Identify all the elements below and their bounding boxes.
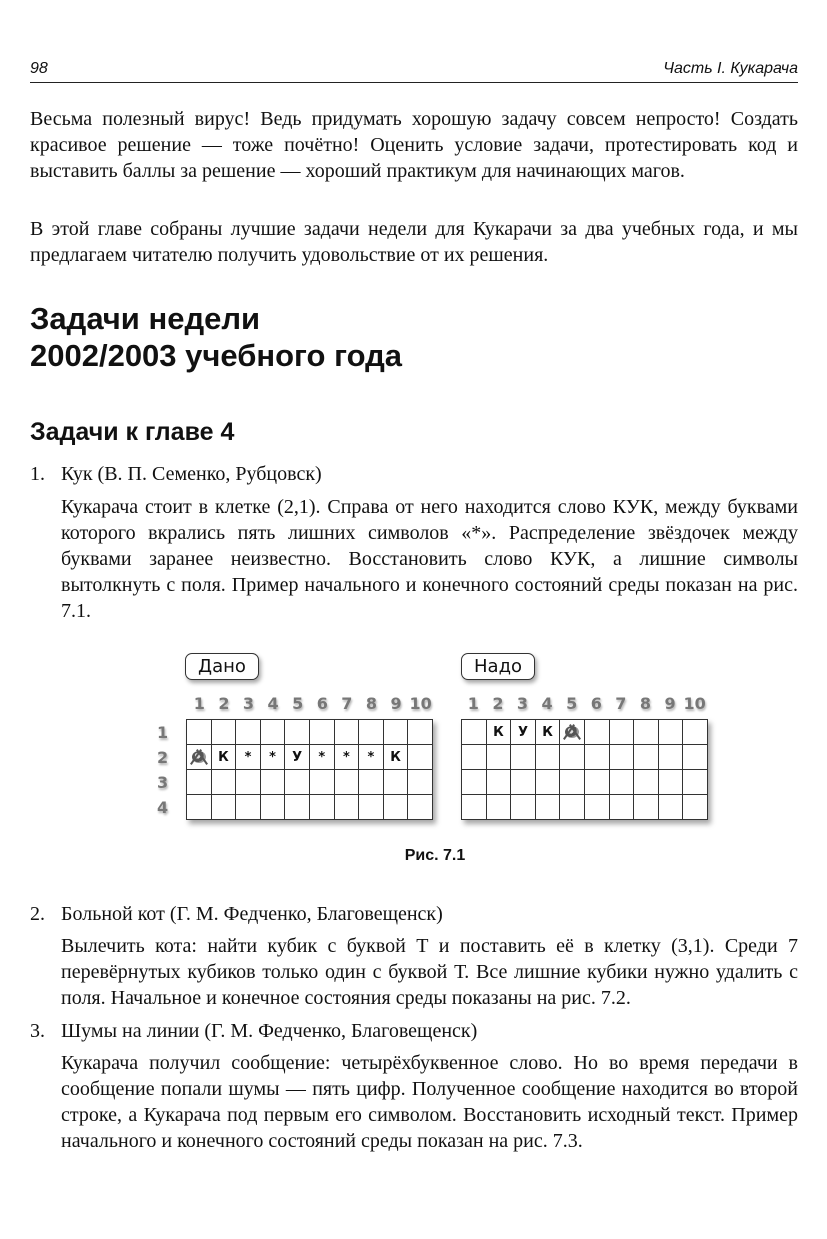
item-1-body: Кукарача стоит в клетке (2,1). Справа от него находится слово КУК, между буквами которого вкрались пять лишних символов «*». Распределение звёздочек между буквами заранее неизвестно. Восстановить слово КУК, а лишние символы вытолкнуть с поля. Пример начального и конечного состояний среды показан на рис. 7.1. [61,496,798,622]
given-column-number: 9 [390,694,402,713]
grid-cell [487,745,512,770]
grid-cell [310,795,335,820]
grid-cell: К [384,745,409,770]
given-column-number: 2 [218,694,230,713]
grid-cell [683,795,708,820]
goal-column-number: 3 [516,694,529,713]
given-column-numbers [187,694,433,713]
grid-cell: К [487,720,512,745]
given-column-number: 4 [267,694,279,713]
grid-cell [659,720,684,745]
grid-cell [187,745,212,770]
grid-cell [384,795,409,820]
grid-cell [462,745,487,770]
grid-cell [335,720,360,745]
grid-cell [261,795,286,820]
item-1-number: 1. [30,463,45,485]
given-column-number: 1 [193,694,205,713]
grid-cell [408,745,433,770]
grid-cell [536,745,561,770]
grid-cell [585,720,610,745]
grid-cell [335,795,360,820]
grid-cell [236,770,261,795]
grid-cell [408,720,433,745]
grid-cell [261,770,286,795]
grid-cell [610,795,635,820]
figure-7-1 [125,648,745,878]
grid-cell: У [285,745,310,770]
given-column-number: 5 [292,694,304,713]
grid-cell: У [511,720,536,745]
goal-column-number: 8 [639,694,652,713]
grid-cell [310,720,335,745]
row-number: 4 [157,798,169,817]
grid-cell: * [236,745,261,770]
grid-cell [683,745,708,770]
grid-cell [359,720,384,745]
item-1-title-text: Кук (В. П. Семенко, Рубцовск) [61,463,322,485]
given-label: Дано [185,653,259,680]
grid-cell [560,745,585,770]
row-number: 2 [157,748,169,767]
grid-cell [335,770,360,795]
grid-cell: * [261,745,286,770]
grid-cell [462,720,487,745]
given-column-number: 6 [316,694,328,713]
intro-paragraph-1: Весьма полезный вирус! Ведь придумать хорошую задачу совсем непросто! Создать красивое решение — тоже почётно! Оценить условие задачи, протестировать код и выставить баллы за решение — хороший практикум для начинающих магов. [30,108,798,182]
grid-cell [310,770,335,795]
grid-cell [659,745,684,770]
item-3-title [30,1018,798,1044]
row-number: 1 [157,723,169,742]
given-grid [186,719,433,820]
running-header [30,58,798,83]
given-column-number: 7 [341,694,353,713]
intro-paragraph-2: В этой главе собраны лучшие задачи недели для Кукарачи за два учебных года, и мы предлагаем читателю получить удовольствие от их решения. [30,218,798,266]
item-2-title [30,901,798,927]
goal-column-number: 1 [467,694,479,713]
section-heading-line-2: 2002/2003 учебного года [30,338,403,373]
item-2-number: 2. [30,903,45,925]
goal-grid [461,719,708,820]
row-numbers [157,720,168,820]
item-1-title [30,461,798,487]
given-column-number: 3 [242,694,255,713]
grid-cell [560,720,585,745]
grid-cell [236,720,261,745]
grid-cell [634,795,659,820]
grid-cell [285,770,310,795]
goal-column-number: 10 [683,694,706,713]
grid-cell [408,770,433,795]
grid-cell [511,770,536,795]
grid-cell [236,795,261,820]
section-heading [30,300,798,374]
grid-cell [610,745,635,770]
grid-cell [511,745,536,770]
cockroach-icon [192,751,206,763]
grid-cell [359,795,384,820]
given-column-number: 8 [365,694,378,713]
grid-cell [384,720,409,745]
grid-cell [487,770,512,795]
page-number: 98 [30,60,48,77]
grid-cell [560,770,585,795]
goal-label: Надо [461,653,535,680]
goal-column-number: 5 [566,694,578,713]
subsection-heading: Задачи к главе 4 [30,418,235,446]
grid-cell [585,795,610,820]
grid-cell [384,770,409,795]
grid-cell [212,770,237,795]
given-column-number: 10 [409,694,432,713]
grid-cell [487,795,512,820]
row-number: 3 [157,773,169,792]
book-page [30,0,798,1239]
grid-cell [511,795,536,820]
grid-cell: К [536,720,561,745]
grid-cell [359,770,384,795]
grid-cell [187,770,212,795]
grid-cell [536,795,561,820]
grid-cell [212,720,237,745]
item-3-body: Кукарача получил сообщение: четырёхбуквенное слово. Но во время передачи в сообщение попали шумы — пять цифр. Полученное сообщение находится во второй строке, а Кукарача под первым его символом. Восстановить исходный текст. Пример начального и конечного состояний среды показан на рис. 7.3. [61,1052,798,1152]
goal-column-numbers [461,694,707,713]
grid-cell [462,795,487,820]
grid-cell [683,770,708,795]
grid-cell: К [212,745,237,770]
grid-cell [560,795,585,820]
grid-cell: * [310,745,335,770]
item-3-title-text: Шумы на линии (Г. М. Федченко, Благовещенск) [61,1020,478,1042]
grid-cell [261,720,286,745]
item-2-body: Вылечить кота: найти кубик с буквой Т и поставить её в клетку (3,1). Среди 7 перевёрнутых кубиков только один с буквой Т. Все лишние кубики нужно удалить с поля. Начальное и конечное состояния среды показаны на рис. 7.2. [61,935,798,1009]
grid-cell [462,770,487,795]
item-2-title-text: Больной кот (Г. М. Федченко, Благовещенск) [61,903,443,925]
grid-cell [285,720,310,745]
part-title: Часть I. Кукарача [663,60,798,77]
grid-cell [683,720,708,745]
grid-cell: * [335,745,360,770]
grid-cell [585,770,610,795]
grid-cell [659,770,684,795]
goal-column-number: 6 [590,694,602,713]
goal-column-number: 2 [492,694,504,713]
grid-cell [634,720,659,745]
grid-cell [634,770,659,795]
item-3-number: 3. [30,1020,45,1042]
grid-cell [536,770,561,795]
grid-cell: * [359,745,384,770]
grid-cell [585,745,610,770]
goal-column-number: 7 [615,694,627,713]
section-heading-line-1: Задачи недели [30,301,261,336]
grid-cell [187,720,212,745]
grid-cell [610,720,635,745]
grid-cell [634,745,659,770]
figure-caption: Рис. 7.1 [404,847,466,864]
grid-cell [659,795,684,820]
goal-column-number: 4 [541,694,553,713]
grid-cell [212,795,237,820]
goal-column-number: 9 [664,694,676,713]
grid-cell [408,795,433,820]
grid-cell [187,795,212,820]
grid-cell [610,770,635,795]
cockroach-icon [565,726,579,738]
grid-cell [285,795,310,820]
